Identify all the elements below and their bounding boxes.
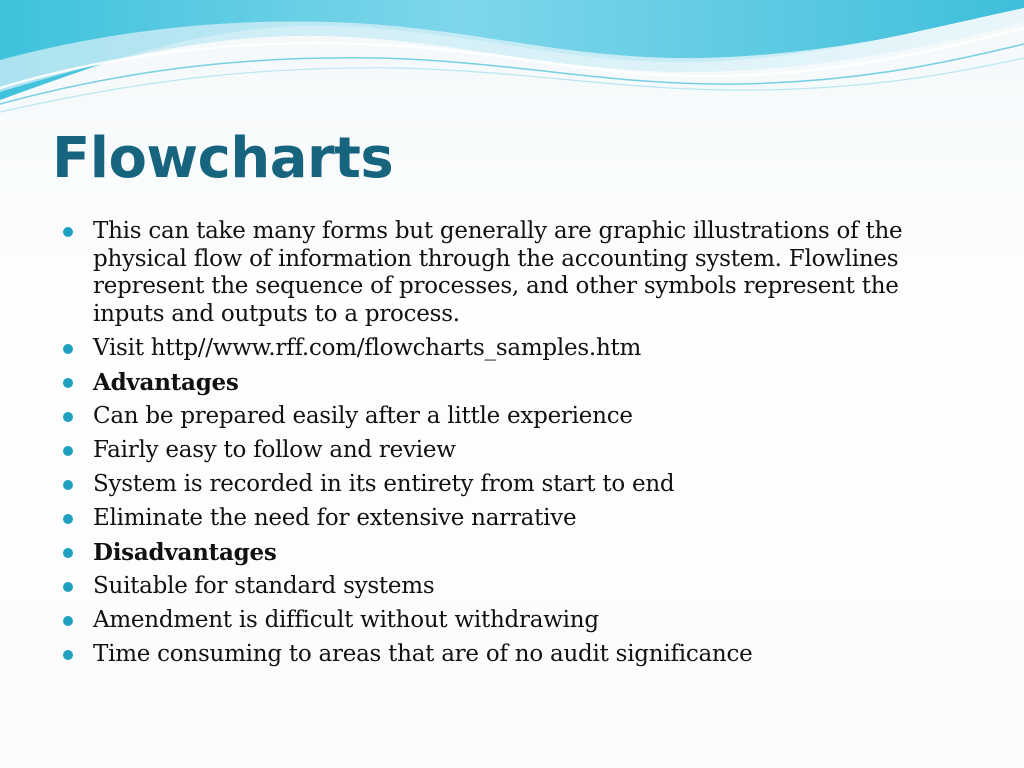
bullet-dot-icon — [63, 650, 73, 660]
bullet-text: Visit http//www.rff.com/flowcharts_samples.htm — [93, 334, 642, 361]
bullet-dot-icon — [63, 548, 73, 558]
bullet-dot-icon — [63, 344, 73, 354]
list-heading-advantages — [62, 369, 972, 397]
bullet-text: System is recorded in its entirety from start to end — [93, 470, 675, 497]
list-item — [62, 471, 972, 499]
list-item — [62, 218, 972, 328]
bullet-text: Fairly easy to follow and review — [93, 436, 456, 463]
list-item — [62, 437, 972, 465]
bullet-text: Suitable for standard systems — [93, 572, 435, 599]
bullet-text: Advantages — [93, 368, 239, 396]
bullet-dot-icon — [63, 227, 73, 237]
bullet-text: Can be prepared easily after a little experience — [93, 402, 633, 429]
list-item — [62, 573, 972, 601]
bullet-dot-icon — [63, 616, 73, 626]
bullet-text: Disadvantages — [93, 538, 277, 566]
bullet-text: This can take many forms but generally are graphic illustrations of the physical flow of information through the accounting system. Flowlines represent the sequence of processes, and other symbols represent the inputs and outputs to a process. — [93, 218, 903, 327]
list-item — [62, 505, 972, 533]
bullet-dot-icon — [63, 582, 73, 592]
header-wave-decoration — [0, 0, 1024, 130]
bullet-text: Eliminate the need for extensive narrative — [93, 504, 577, 531]
bullet-dot-icon — [63, 446, 73, 456]
list-item — [62, 403, 972, 431]
bullet-dot-icon — [63, 514, 73, 524]
list-item — [62, 335, 972, 363]
bullet-text: Amendment is difficult without withdrawing — [93, 606, 599, 633]
bullet-dot-icon — [63, 378, 73, 388]
page-title: Flowcharts — [52, 126, 394, 191]
bullet-dot-icon — [63, 412, 73, 422]
list-heading-disadvantages — [62, 539, 972, 567]
list-item — [62, 607, 972, 635]
bullet-dot-icon — [63, 480, 73, 490]
bullet-text: Time consuming to areas that are of no audit significance — [93, 640, 753, 667]
bullet-list — [62, 218, 972, 675]
list-item — [62, 641, 972, 669]
